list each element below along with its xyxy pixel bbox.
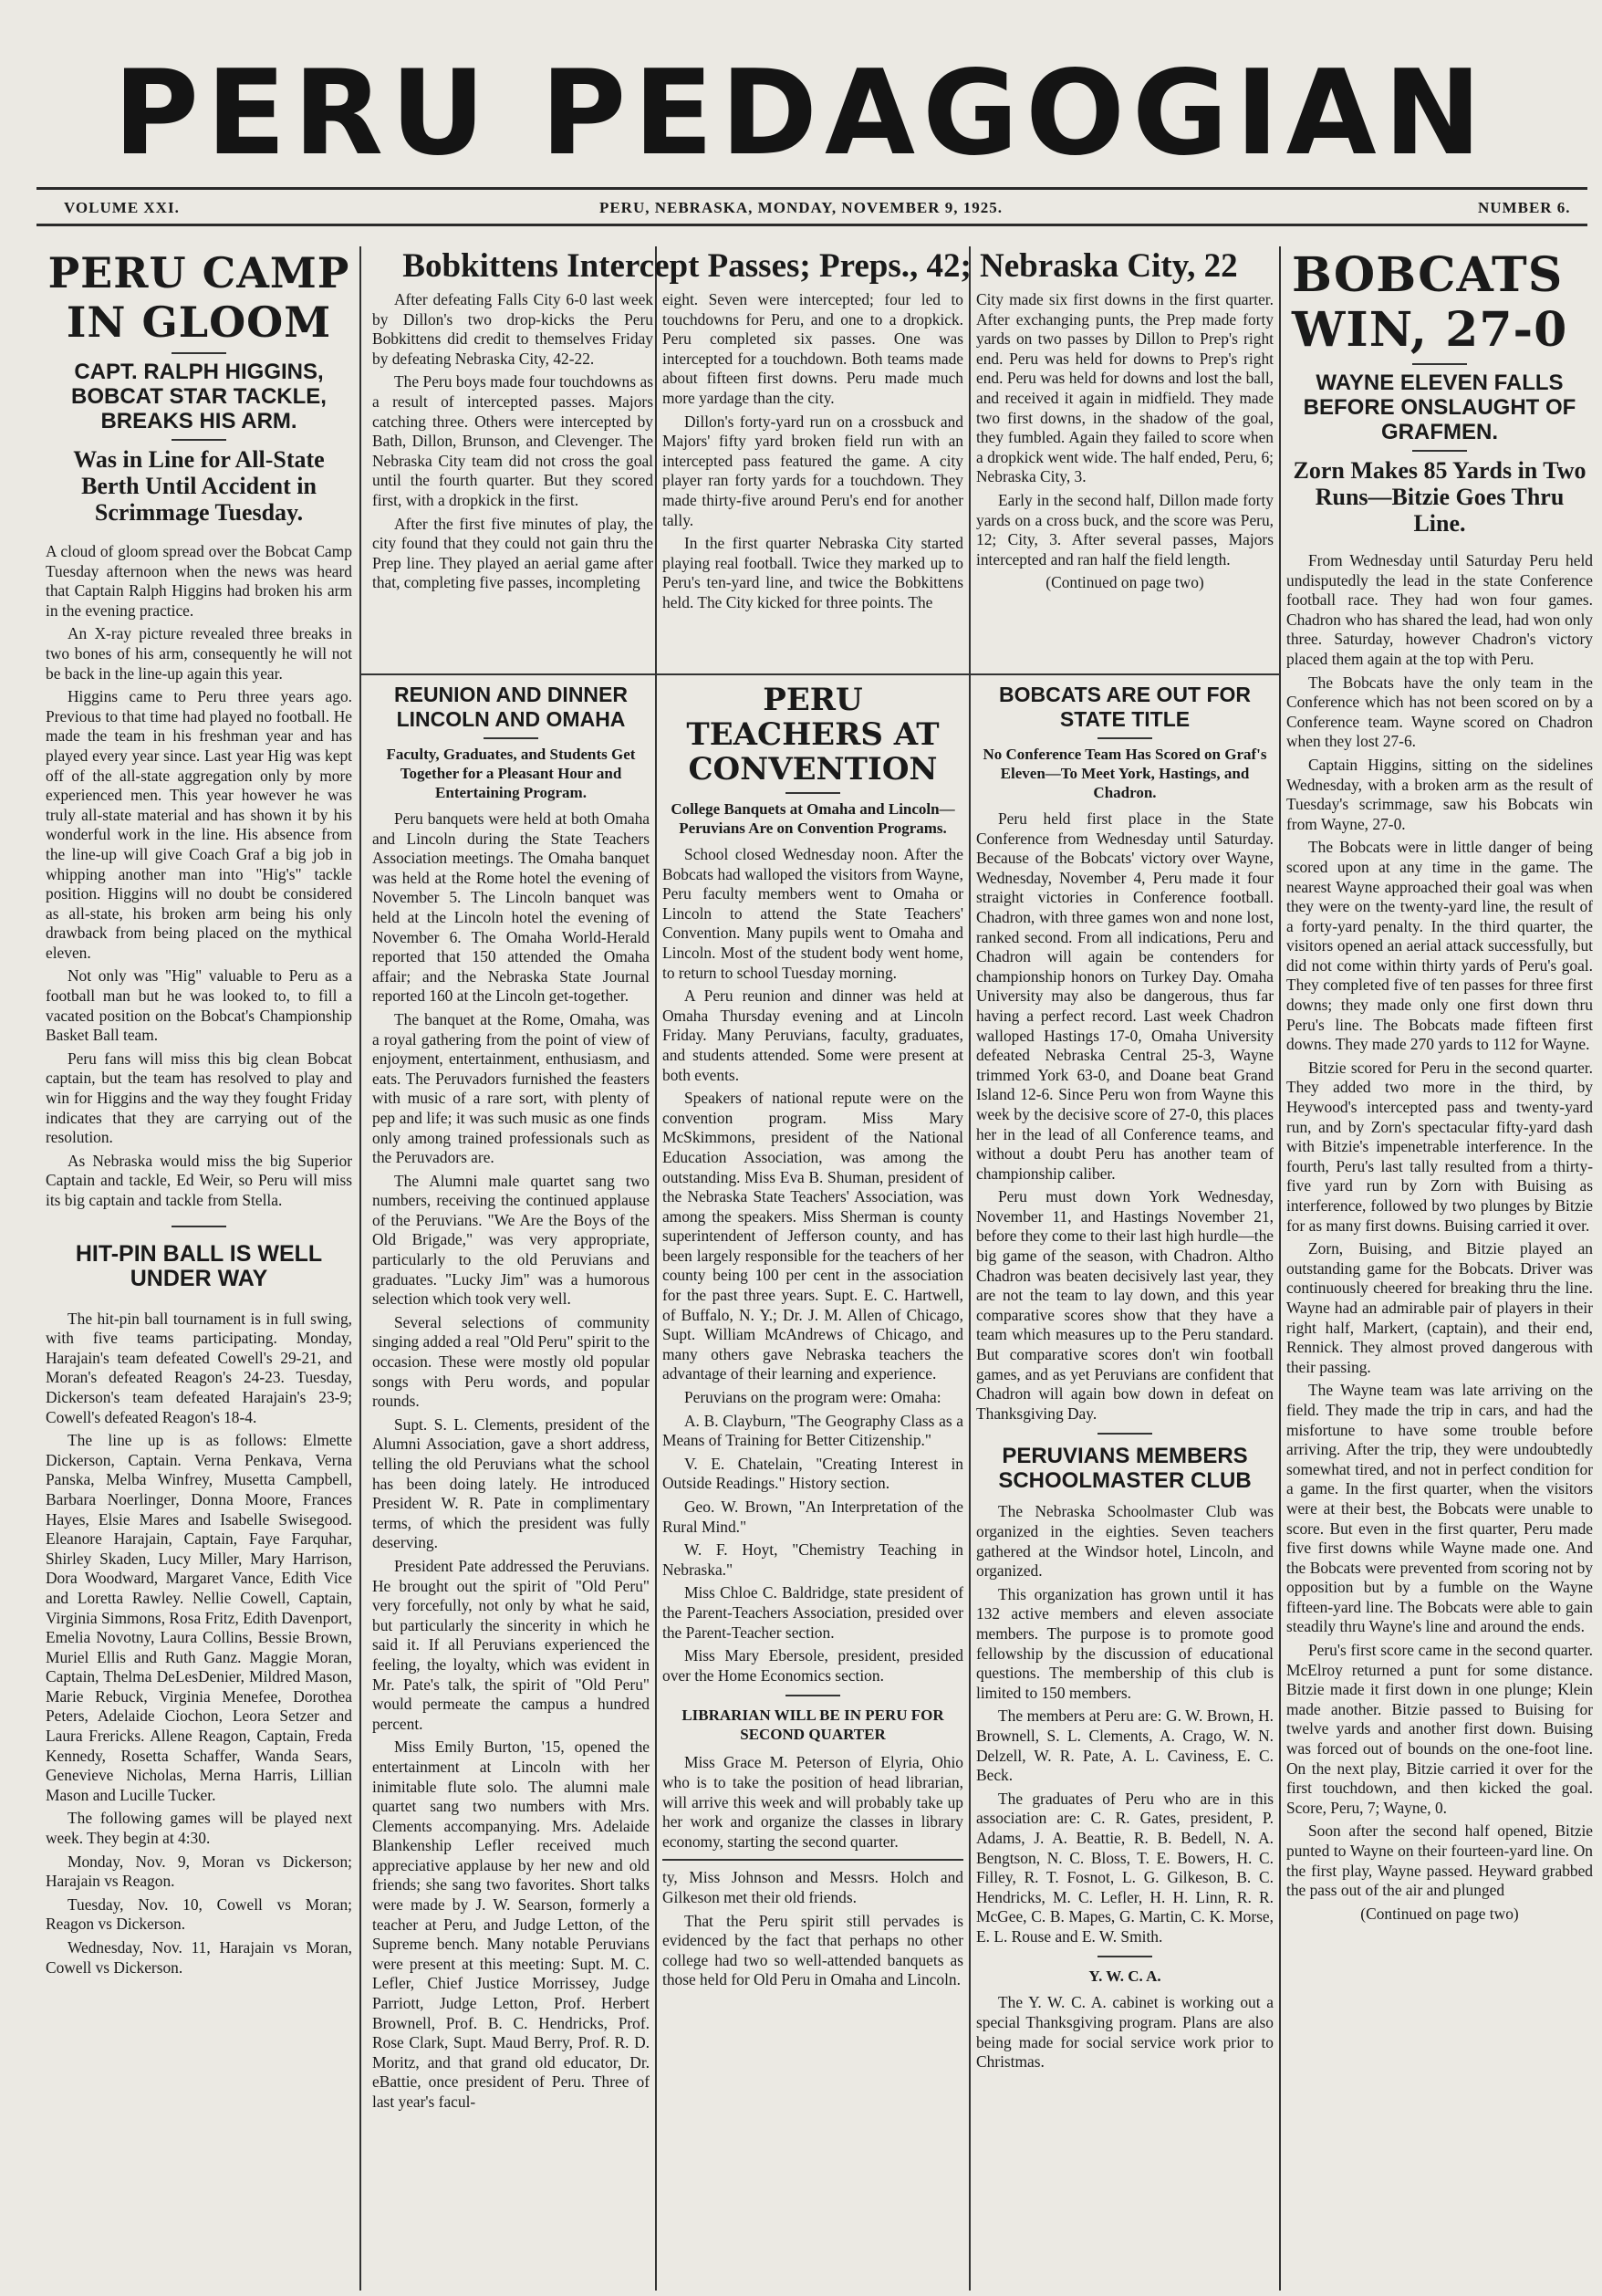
headline-bobkittens: Bobkittens Intercept Passes; Preps., 42; Nebraska City, 22 (402, 247, 1238, 285)
continued-note: (Continued on page two) (1045, 573, 1204, 592)
divider (172, 439, 226, 441)
article-teachers (662, 683, 963, 2291)
divider (785, 792, 840, 794)
paragraph: The Wayne team was late arriving on the field. They made the trip in cars, and had the misfortune to have some trouble before arriving. After the trip, they were undoubtedly somewhat tired, and not in perfect condition for a game. In the first quarter, when the visitors were at their best, the Bobcats were unable to score. But even in the first quarter, Peru made five first downs while Wayne made one. And the Bobcats were prevented from scoring not by opposition but by a fumble on the Wayne fifteen-yard line. The Bobcats were able to gain steadily thru Wayne's line and around the ends. (1286, 1381, 1593, 1636)
paragraph: The following games will be played next week. They begin at 4:30. (46, 1809, 352, 1848)
headline-reunion: REUNION AND DINNER LINCOLN AND OMAHA (394, 683, 628, 731)
headline-peru-camp: PERU CAMP IN GLOOM (47, 248, 350, 347)
paragraph: ty, Miss Johnson and Messrs. Holch and Gilkeson met their old friends. (662, 1868, 963, 1906)
paragraph: Miss Grace M. Peterson of Elyria, Ohio who is to take the position of head librarian, will arrive this week and will probably take up her work and organize the classes in library economy, starting the second quarter. (662, 1753, 963, 1851)
section-rule (361, 673, 1279, 675)
paragraph: Several selections of community singing added a real "Old Peru" spirit to the occasion. These were mostly old popular songs with Peru words, and popular rounds. (372, 1312, 650, 1411)
paragraph: Dillon's forty-yard run on a crossbuck and Majors' fifty yard broken field run with an intercepted pass featured the game. A city player ran forty yards for a touchdown. They made thirty-five around Peru's end for another tally. (662, 412, 963, 529)
paragraph: An X-ray picture revealed three breaks in two bones of his arm, consequently he will not be back in the line-up again this year. (46, 624, 352, 683)
paragraph: Speakers of national repute were on the convention program. Miss Mary McSkimmons, president of the National Education Association, was among the outstanding. Miss Eva B. Shuman, president of the Nebraska State Teachers' Association, was among the speakers. Miss Sherman is county superintendent of Jefferson county, and has been largely responsible for the teachers of her county being 100 per cent in the association for the past three years. Supt. E. C. Hartwell, of Buffalo, N. Y.; Dr. J. M. Allen of Chicago, Supt. William McAndrews of Chicago, and many others gave Nebraska teachers the advantage of their learning and experience. (662, 1089, 963, 1383)
paragraph: Soon after the second half opened, Bitzie punted to Wayne on their fourteen-yard line. On the first play, Wayne passed. Heyward grabbed the pass out of the air and plunged (1286, 1821, 1593, 1900)
headline-hitpin: HIT-PIN BALL IS WELL UNDER WAY (75, 1240, 323, 1291)
column-rule (969, 246, 971, 2291)
divider (1412, 450, 1467, 452)
paragraph: Geo. W. Brown, "An Interpretation of the Rural Mind." (662, 1498, 963, 1536)
deck-reunion: Faculty, Graduates, and Students Get Together for a Pleasant Hour and Entertaining Program. (386, 746, 636, 801)
headline-ywca: Y. W. C. A. (1088, 1967, 1161, 1986)
paragraph: Tuesday, Nov. 10, Cowell vs Moran; Reagon vs Dickerson. (46, 1894, 352, 1934)
paragraph: The Y. W. C. A. cabinet is working out a special Thanksgiving program. Plans are also being made for social service work prior to Christmas. (976, 1993, 1274, 2072)
divider (1097, 1956, 1152, 1957)
paragraph: That the Peru spirit still pervades is evidenced by the fact that perhaps no other college had two so well-attended banquets as those held for Old Peru in Omaha and Lincoln. (662, 1911, 963, 1989)
paragraph: Miss Emily Burton, '15, opened the entertainment at Lincoln with her inimitable flute solo. The alumni male quartet sang two numbers with Mrs. Clements accompanying. Mrs. Adelaide Blankenship Lefler received much appreciative applause by her new and old friends; she sang two favorites. Short talks were made by J. W. Searson, formerly a teacher at Peru, and Judge Letton, of the Supreme bench. Many notable Peruvians were present at this meeting: Supt. M. C. Lefler, Chief Justice Morrissey, Judge Parriott, Judge Letton, Prof. Herbert Brownell, Prof. B. C. Hendricks, Prof. Rose Clark, Supt. Maud Berry, Prof. R. D. Moritz, and that grand old educator, Dr. eBattie, once president of Peru. Three of last year's facul- (372, 1738, 650, 2111)
paragraph: The Peru boys made four touchdowns as a result of intercepted passes. Majors catching three. Others were intercepted by Bath, Dillon, Brunson, and Clevenger. The Nebraska City team did not cross the goal until the fourth quarter. But they scored first, with a dropkick in the first. (372, 372, 653, 509)
issue-number: NUMBER 6. (1478, 199, 1571, 216)
paragraph: Peru must down York Wednesday, November 11, and Hastings November 21, before they come to their last high hurdle—the big game of the season, with Chadron. Altho Chadron was beaten decisively last year, they are not the team to lay down, and this year comparative scores show that they have a team which measures up to the Peru standard. But comparative scores don't win football games, and as yet Peruvians are confident that Chadron will again bow down in defeat on Thanksgiving Day. (976, 1187, 1274, 1423)
article-bobcats-win (1286, 248, 1593, 2291)
paragraph: Miss Chloe C. Baldridge, state president of the Parent-Teachers Association, presided over the Parent-Teacher section. (662, 1583, 963, 1642)
column-rule (655, 246, 657, 2291)
article-bobcats-out (976, 683, 1274, 2291)
paragraph: After defeating Falls City 6-0 last week by Dillon's two drop-kicks the Peru Bobkittens did credit to themselves Friday by defeating Nebraska City, 42-22. (372, 290, 653, 368)
divider (1097, 737, 1152, 739)
paragraph: Peru held first place in the State Conference from Wednesday until Saturday. Because of the Bobcats' victory over Wayne, Wednesday, November 4, Peru made it four straight victories in Conference football. Chadron, with three games won and none lost, ranked second. From all indications, Peru and Chadron will again be contenders for championship honors on Turkey Day. Omaha University may also be dangerous, thus far having a perfect record. Last week Chadron walloped Hastings 17-0, Omaha University defeated Nebraska Central 25-3, Wayne trimmed York 63-0, and Doane beat Grand Island 12-6. Since Peru won from Wayne this week by the decisive score of 27-0, this places her in the lead of all Conference teams, and without a doubt Peru has another team of championship caliber. (976, 809, 1274, 1183)
paragraph: Peru's first score came in the second quarter. McElroy returned a punt for some distance. Bitzie made it first down in one plunge; Klein made another. Bitzie passed to Buising for twelve yards and another first down. Buising was forced out of bounds on the one-foot line. On the next play, Bitzie carried it over for the first touchdown, and then kicked the goal. Score, Peru, 7; Wayne, 0. (1286, 1641, 1593, 1817)
paragraph: eight. Seven were intercepted; four led to touchdowns for Peru, and one to a dropkick. Peru completed six passes. One was intercepted for a touchdown. Both teams made about fifteen first downs. Peru made much more yardage than the city. (662, 290, 963, 407)
paragraph: W. F. Hoyt, "Chemistry Teaching in Nebraska." (662, 1540, 963, 1579)
deck-bobcats-win: Zorn Makes 85 Yards in Two Runs—Bitzie Goes Thru Line. (1293, 457, 1586, 537)
paragraph: The graduates of Peru who are in this association are: C. R. Gates, president, P. Adams, J. A. Beattie, R. B. Bedell, N. A. Bengtson, N. C. Bloss, T. E. Bowers, H. C. Filley, R. T. Fosnot, L. G. Gilkeson, B. C. Hendricks, M. C. Lefler, H. H. Linn, R. R. McGee, C. B. Mapes, G. Martin, C. K. Morse, E. L. Rouse and E. W. Smith. (976, 1789, 1274, 1946)
paragraph: Captain Higgins, sitting on the sidelines Wednesday, with a broken arm as the result of Tuesday's scrimmage, saw his Bobcats win from Wayne, 27-0. (1286, 755, 1593, 833)
paragraph: Peru fans will miss this big clean Bobcat captain, but the team has resolved to play and win for Higgins and the way they fought Friday indicates that they are carrying out of the resolution. (46, 1049, 352, 1147)
headline-schoolmaster: PERUVIANS MEMBERS SCHOOLMASTER CLUB (998, 1444, 1252, 1494)
masthead-rule-bottom (36, 224, 1587, 226)
paragraph: Supt. S. L. Clements, president of the Alumni Association, gave a short address, telling the old Peruvians what the school has been doing lately. He introduced President W. R. Pate in complimentary terms, of which the president was fully deserving. (372, 1414, 650, 1552)
paragraph: Not only was "Hig" valuable to Peru as a football man but he was looked to, to fill a vacated position on the Bobcat's Championship Basket Ball team. (46, 966, 352, 1045)
masthead-rule-top (36, 187, 1587, 190)
article-reunion (372, 683, 650, 2291)
paragraph: After the first five minutes of play, the city found that they could not gain thru the Prep line. They played an aerial game after that, completing five passes, incompleting (372, 514, 653, 592)
masthead-title: PERU PEDAGOGIAN (113, 46, 1489, 182)
paragraph: The line up is as follows: Elmette Dickerson, Captain. Verna Penkava, Verna Panska, Melba Winfrey, Musetta Campbell, Barbara Noerlinger, Donna Moore, Frances Hayes, Elsie Mares and Isabelle Swisegood. Eleanore Harajain, Captain, Faye Farquhar, Shirley Skaden, Lucy Miller, Mary Harrison, Dora Woodward, Margaret Vance, Edith Vice and Loretta Rawley. Nellie Cowell, Captain, Virginia Simmons, Rosa Fritz, Edith Davenport, Emelia Novotny, Laura Collins, Bessie Brown, Muriel Ellis and Ruth Ganz. Maggie Moran, Captain, Thelma DeLesDenier, Mildred Mason, Marie Rebuck, Virginia Menefee, Dorothea Peters, Adelaide Ciochon, Leora Setzer and Laura Frericks. Allene Reagon, Captain, Freda Kennedy, Rosetta Schaffer, Wanda Sears, Genevieve Nicholas, Merna Harris, Lillian Mason and Lucille Tucker. (46, 1431, 352, 1804)
paragraph: School closed Wednesday noon. After the Bobcats had walloped the visitors from Wayne, Peru faculty members went to Omaha or Lincoln to attend the State Teachers' Convention. Many pupils went to Omaha and Lincoln. Most of the student body went home, to return to school Tuesday morning. (662, 845, 963, 982)
paragraph: This organization has grown until it has 132 active members and eleven associate members. The purpose is to promote good fellowship by the discussion of educational questions. The membership of this club is limited to 150 members. (976, 1584, 1274, 1702)
paragraph: President Pate addressed the Peruvians. He brought out the spirit of "Old Peru" very forcefully, not only by what he said, but particularly the sincerity in which he said it. If all Peruvians experienced the feeling, the loyalty, which was evident in Mr. Pate's talk, the spirit of "Old Peru" would permeate the campus a hundred percent. (372, 1556, 650, 1733)
volume-label: VOLUME XXI. (64, 199, 180, 216)
paragraph: City made six first downs in the first quarter. After exchanging punts, the Prep made forty yards on two passes by Dillon to Prep's right end. Peru was held for downs to Prep's right end. Peru was held for downs and lost the ball, and received it again in midfield. They made two first downs, in the shadow of the goal, they fumbled. Again they failed to score when a dropkick went wide. The half ended, Peru, 6; Nebraska City, 3. (976, 290, 1274, 486)
section-rule (662, 1859, 963, 1861)
paragraph: In the first quarter Nebraska City started playing real football. Twice they marked up to Peru's ten-yard line, and twice the Bobkittens held. The City kicked for three points. The (662, 534, 963, 611)
paragraph: The banquet at the Rome, Omaha, was a royal gathering from the point of view of enjoyment, entertainment, enthusiasm, and eats. The Peruvadors furnished the feasters with music of a rare sort, with plenty of pep and life; it was such music as one finds only among trained professionals such as the Peruvadors are. (372, 1009, 650, 1167)
bobkittens-col1 (372, 290, 653, 672)
divider (172, 352, 226, 354)
divider (785, 1695, 840, 1696)
paragraph: Miss Mary Ebersole, president, presided over the Home Economics section. (662, 1646, 963, 1685)
column-rule (1279, 246, 1281, 2291)
paragraph: The Bobcats were in little danger of being scored upon at any time in the game. The nearest Wayne approached their goal was when they were on the twenty-yard line, the result of a forty-yard penalty. In the third quarter, the visitors opened an aerial attack successfully, but did not come within thirty yards of Peru's goal. They completed five of ten passes for three first downs; they made only one first down thru Peru's line. The Bobcats made fifteen first downs. They made 270 yards to 112 for Wayne. (1286, 838, 1593, 1054)
headline-bobcats-win: BOBCATS WIN, 27-0 (1292, 248, 1568, 358)
headline-bobcats-out: BOBCATS ARE OUT FOR STATE TITLE (999, 683, 1251, 731)
deck-teachers: College Banquets at Omaha and Lincoln—Peruvians Are on Convention Programs. (671, 800, 955, 837)
paragraph: Peruvians on the program were: Omaha: (684, 1388, 941, 1407)
paragraph: As Nebraska would miss the big Superior Captain and tackle, Ed Weir, so Peru will miss its big captain and tackle from Stella. (46, 1151, 352, 1209)
paragraph: The Bobcats have the only team in the Conference which has not been scored on by a Conference team. Wayne scored on Chadron when they lost 27-6. (1286, 673, 1593, 751)
paragraph: The members at Peru are: G. W. Brown, H. Brownell, S. L. Clements, A. Crago, W. N. Delzell, W. R. Pate, A. L. Caviness, E. C. Beck. (976, 1706, 1274, 1785)
paragraph: The Nebraska Schoolmaster Club was organized in the eighties. Seven teachers gathered at the Windsor hotel, Lincoln, and organized. (976, 1502, 1274, 1581)
paragraph: V. E. Chatelain, "Creating Interest in Outside Readings." History section. (662, 1454, 963, 1493)
paragraph: Monday, Nov. 9, Moran vs Dickerson; Harajain vs Reagon. (46, 1852, 352, 1891)
paragraph: Wednesday, Nov. 11, Harajain vs Moran, Cowell vs Dickerson. (46, 1938, 352, 1977)
paragraph: A cloud of gloom spread over the Bobcat Camp Tuesday afternoon when the news was heard that Captain Ralph Higgins had broken his arm in the evening practice. (46, 542, 352, 620)
bobkittens-col3 (976, 290, 1274, 672)
paragraph: A. B. Clayburn, "The Geography Class as a Means of Training for Better Citizenship." (662, 1411, 963, 1450)
paragraph: Zorn, Buising, and Bitzie played an outstanding game for the Bobcats. Driver was continuously cheered for breaking thru the line. Wayne had an admirable pair of players in their right half, Markert, (captain), and their end, Rennick. They almost proved dangerous with their passing. (1286, 1239, 1593, 1376)
divider (172, 1226, 226, 1227)
paragraph: Higgins came to Peru three years ago. Previous to that time had played no football. He made the team in his freshman year and has played every year since. Last year Hig was kept off of the all-state aggregation only by more experienced men. This year however he was truly all-state material and has shown it by his wonderful work in the line. His absence from the line-up will give Coach Graf a big job in whipping another man into "Hig's" tackle position. Higgins will no doubt be considered as all-state, his broken arm being his only drawback from being placed on the mythical eleven. (46, 687, 352, 962)
paragraph: Bitzie scored for Peru in the second quarter. They added two more in the third, by Heywood's intercepted pass and twenty-yard run, and by Zorn's spectacular fifty-yard dash with Bitzie's impenetrable interference. In the fourth, Peru's last tally resulted from a thirty-five yard run by Zorn with Buising as interference, followed by two plunges by Bitzie for as many first downs. Buising carried it over. (1286, 1058, 1593, 1235)
headline-teachers: PERU TEACHERS AT CONVENTION (686, 683, 940, 788)
divider (484, 737, 538, 739)
deck-peru-camp: Was in Line for All-State Berth Until Accident in Scrimmage Tuesday. (73, 446, 325, 526)
deck-bobcats-out: No Conference Team Has Scored on Graf's Eleven—To Meet York, Hastings, and Chadron. (983, 746, 1267, 801)
paragraph: Peru banquets were held at both Omaha and Lincoln during the State Teachers Association meetings. The Omaha banquet was held at the Rome hotel the evening of November 5. The Lincoln banquet was held at the Lincoln hotel the evening of November 6. The Omaha World-Herald reported that 150 attended the Omaha affair; and the Nebraska State Journal reported 160 at the Lincoln get-together. (372, 809, 650, 1006)
paragraph: The hit-pin ball tournament is in full swing, with five teams participating. Monday, Harajain's team defeated Cowell's 29-21, and Moran's defeated Reagon's 24-23. Tuesday, Dickerson's team defeated Harajain's 23-9; Cowell's defeated Reagon's 18-4. (46, 1309, 352, 1426)
bobkittens-col2 (662, 290, 963, 672)
paragraph: From Wednesday until Saturday Peru held undisputedly the lead in the state Conference football race. They had won four games. Chadron who has shared the lead, had won only three. Saturday, however Chadron's victory placed them again at the top with Peru. (1286, 551, 1593, 668)
article-peru-camp (46, 248, 352, 2292)
issue-date: PERU, NEBRASKA, MONDAY, NOVEMBER 9, 1925. (598, 199, 1004, 216)
headline-librarian: LIBRARIAN WILL BE IN PERU FOR SECOND QUARTER (681, 1706, 944, 1744)
continued-note: (Continued on page two) (1360, 1904, 1519, 1923)
paragraph: Early in the second half, Dillon made forty yards on a cross buck, and the score was Peru, 12; City, 3. After several passes, Majors intercepted and ran half the field length. (976, 490, 1274, 569)
paragraph: A Peru reunion and dinner was held at Omaha Thursday evening and at Lincoln Friday. Many Peruvians, faculty, graduates, and students attended. Some were present at both events. (662, 986, 963, 1084)
divider (1412, 363, 1467, 365)
paragraph: The Alumni male quartet sang two numbers, receiving the continued applause of the Peruvians. "We Are the Boys of the Old Brigade," was very appropriate, particularly to the old Peruvians and graduates. "Lucky Jim" was a humorous selection which took very well. (372, 1171, 650, 1309)
subhead-peru-camp: CAPT. RALPH HIGGINS, BOBCAT STAR TACKLE, BREAKS HIS ARM. (71, 360, 327, 433)
divider (1097, 1433, 1152, 1435)
column-rule (359, 246, 361, 2291)
subhead-bobcats-win: WAYNE ELEVEN FALLS BEFORE ONSLAUGHT OF GRAFMEN. (1303, 370, 1576, 444)
